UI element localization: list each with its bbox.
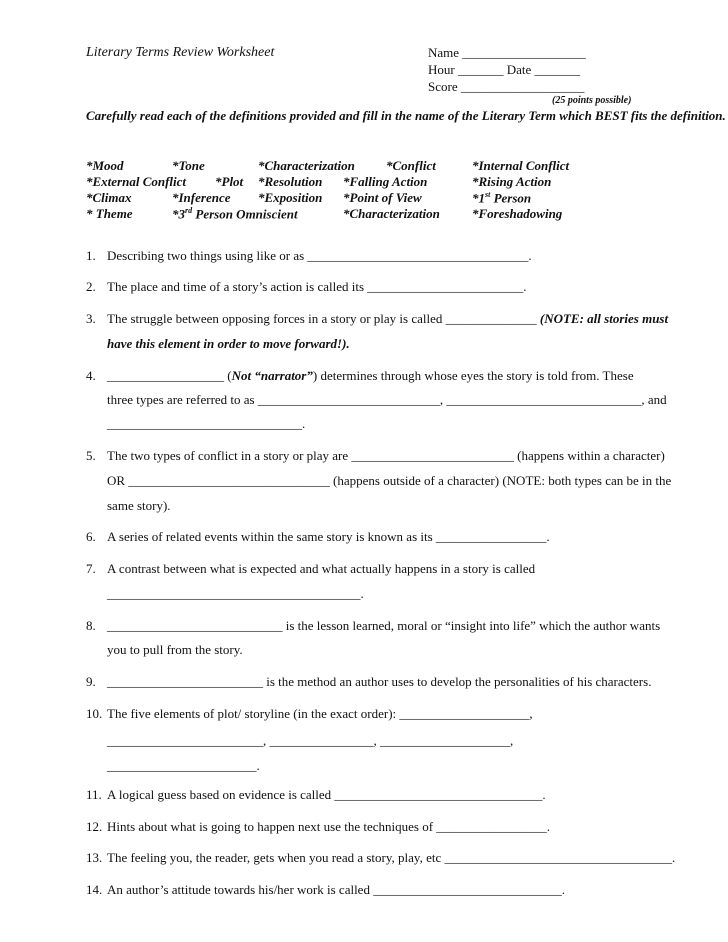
question-7-number: 7. (86, 561, 96, 576)
question-5-line-3: same story). (107, 498, 171, 513)
worksheet-title: Literary Terms Review Worksheet (86, 45, 275, 60)
question-5-line-2: OR _______________________________ (happens outside of a character) (NOTE: both types can be in the (107, 473, 672, 488)
score-field[interactable]: Score ___________________ (428, 79, 585, 94)
question-5: The two types of conflict in a story or play are _________________________ (happens within a character) (107, 448, 665, 463)
name-field[interactable]: Name ___________________ (428, 45, 586, 60)
term-rising-action: *Rising Action (472, 174, 552, 189)
term-foreshadowing: *Foreshadowing (472, 206, 563, 221)
term-inference: *Inference (172, 190, 231, 205)
question-9: ________________________ is the method an author uses to develop the personalities of his characters. (107, 674, 652, 689)
question-5-number: 5. (86, 448, 96, 463)
question-4-number: 4. (86, 368, 96, 383)
question-1: Describing two things using like or as __________________________________. (107, 248, 532, 263)
hour-date-field[interactable]: Hour _______ Date _______ (428, 62, 581, 77)
question-3: The struggle between opposing forces in a story or play is called ______________ (NOTE: all stories must (107, 311, 669, 326)
term-third-person-omniscient: *3rd Person Omniscient (172, 206, 298, 222)
term-falling-action: *Falling Action (343, 174, 428, 189)
points-note: (25 points possible) (552, 95, 632, 106)
term-resolution: *Resolution (258, 174, 323, 189)
term-conflict: *Conflict (386, 158, 436, 173)
question-3-number: 3. (86, 311, 96, 326)
term-point-of-view: *Point of View (343, 190, 422, 205)
term-external-conflict: *External Conflict (86, 174, 187, 189)
instructions: Carefully read each of the definitions provided and fill in the name of the Literary Term which BEST fits the definition. (86, 108, 726, 123)
term-exposition: *Exposition (258, 190, 323, 205)
question-9-number: 9. (86, 674, 96, 689)
question-7-line-2: _______________________________________. (107, 586, 364, 601)
question-4: __________________ (Not “narrator”) determines through whose eyes the story is told from. These (107, 368, 634, 383)
question-11: A logical guess based on evidence is called ________________________________. (107, 787, 546, 802)
question-10: The five elements of plot/ storyline (in the exact order): ____________________, (107, 706, 533, 721)
term-tone: *Tone (172, 158, 205, 173)
question-2: The place and time of a story’s action is called its ________________________. (107, 279, 527, 294)
question-14-number: 14. (86, 882, 103, 897)
question-10-number: 10. (86, 706, 103, 721)
question-2-number: 2. (86, 279, 96, 294)
question-1-number: 1. (86, 248, 96, 263)
question-8-number: 8. (86, 618, 96, 633)
term-characterization-2: *Characterization (343, 206, 440, 221)
question-14: An author’s attitude towards his/her work is called _____________________________. (107, 882, 565, 897)
term-plot: *Plot (215, 174, 244, 189)
question-13-number: 13. (86, 850, 103, 865)
question-8-line-2: you to pull from the story. (107, 642, 243, 657)
question-11-number: 11. (86, 787, 102, 802)
term-characterization: *Characterization (258, 158, 355, 173)
question-4-line-2: three types are referred to as ____________________________, ______________________________, and (107, 392, 667, 407)
question-6: A series of related events within the same story is known as its _________________. (107, 529, 550, 544)
question-12-number: 12. (86, 819, 103, 834)
term-theme: * Theme (86, 206, 133, 221)
question-7: A contrast between what is expected and what actually happens in a story is called (107, 561, 536, 576)
question-10-line-2: ________________________, ________________, ____________________, (107, 733, 514, 748)
question-12: Hints about what is going to happen next use the techniques of _________________. (107, 819, 551, 834)
term-internal-conflict: *Internal Conflict (472, 158, 570, 173)
question-13: The feeling you, the reader, gets when you read a story, play, etc ___________________________________. (107, 850, 676, 865)
term-climax: *Climax (86, 190, 132, 205)
question-6-number: 6. (86, 529, 96, 544)
term-mood: *Mood (86, 158, 124, 173)
term-first-person: *1st Person (472, 190, 532, 206)
question-10-line-3: _______________________. (107, 758, 260, 773)
question-8: ___________________________ is the lesson learned, moral or “insight into life” which the author wants (107, 618, 661, 633)
question-3-note: have this element in order to move forward!). (107, 336, 350, 351)
question-4-line-3: ______________________________. (107, 416, 306, 431)
